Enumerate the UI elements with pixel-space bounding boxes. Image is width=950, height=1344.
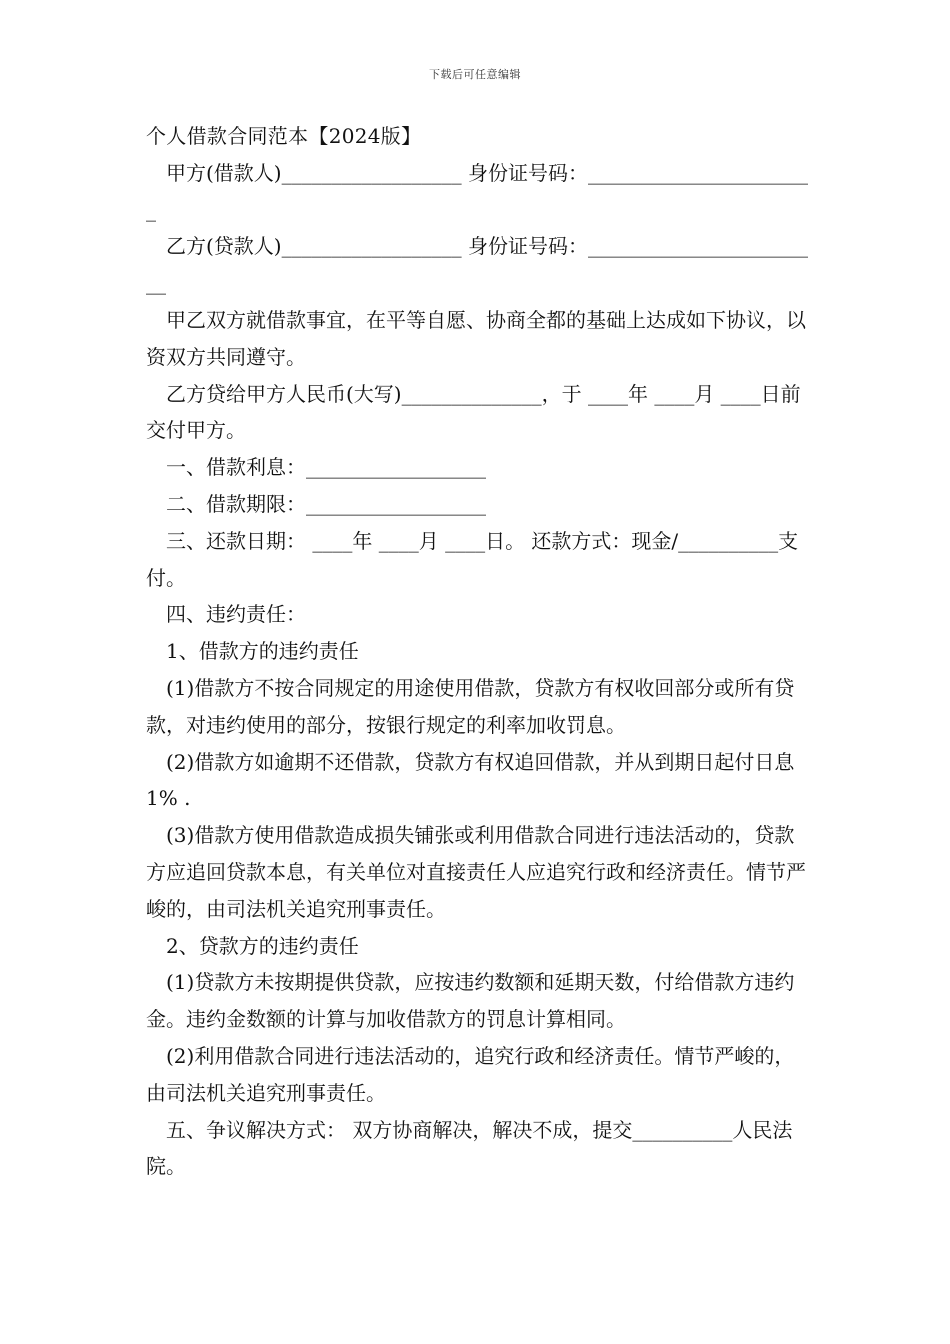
lender-liability-item-2: (2)利用借款合同进行违法活动的，追究行政和经济责任。情节严峻的，由司法机关追究刑事责任。 bbox=[146, 1043, 795, 1105]
clause-repayment: 三、还款日期： ____年 ____月 ____日。 还款方式：现金/__________支付。 bbox=[146, 528, 799, 590]
borrower-liability-item-3: (3)借款方使用借款造成损失铺张或利用借款合同进行违法活动的，贷款方应追回贷款本息，有关单位对直接责任人应追究行政和经济责任。情节严峻的，由司法机关追究刑事责任。 bbox=[146, 823, 806, 921]
document-title: 个人借款合同范本【2024版】 bbox=[146, 124, 422, 148]
clause-interest: 一、借款利息：__________________ bbox=[166, 455, 486, 480]
clause-liability-heading: 四、违约责任： bbox=[166, 602, 306, 627]
lender-liability-heading: 2、贷款方的违约责任 bbox=[166, 933, 359, 958]
party-a-line: 甲方(借款人)__________________ 身份证号码：_______________________ bbox=[146, 160, 808, 222]
agreement-preamble: 甲乙双方就借款事宜，在平等自愿、协商全都的基础上达成如下协议，以资双方共同遵守。 bbox=[146, 307, 806, 369]
borrower-liability-item-2: (2)借款方如逾期不还借款，贷款方有权追回借款，并从到期日起付日息 1% . bbox=[146, 749, 795, 811]
clause-dispute-resolution: 五、争议解决方式： 双方协商解决，解决不成，提交__________人民法院。 bbox=[146, 1117, 793, 1179]
clause-term: 二、借款期限：__________________ bbox=[166, 491, 486, 516]
lender-liability-item-1: (1)贷款方未按期提供贷款，应按违约数额和延期天数，付给借款方违约金。违约金数额的计算与加收借款方的罚息计算相同。 bbox=[146, 970, 795, 1032]
party-b-line: 乙方(贷款人)__________________ 身份证号码：________________________ bbox=[146, 234, 808, 296]
contract-body bbox=[146, 118, 811, 1185]
page-header-note: 下载后可任意编辑 bbox=[429, 68, 521, 81]
borrower-liability-item-1: (1)借款方不按合同规定的用途使用借款，贷款方有权收回部分或所有贷款，对违约使用的部分，按银行规定的利率加收罚息。 bbox=[146, 675, 795, 737]
borrower-liability-heading: 1、借款方的违约责任 bbox=[166, 639, 359, 664]
loan-amount-clause: 乙方贷给甲方人民币(大写)______________，于 ____年 ____月 ____日前交付甲方。 bbox=[146, 381, 801, 443]
